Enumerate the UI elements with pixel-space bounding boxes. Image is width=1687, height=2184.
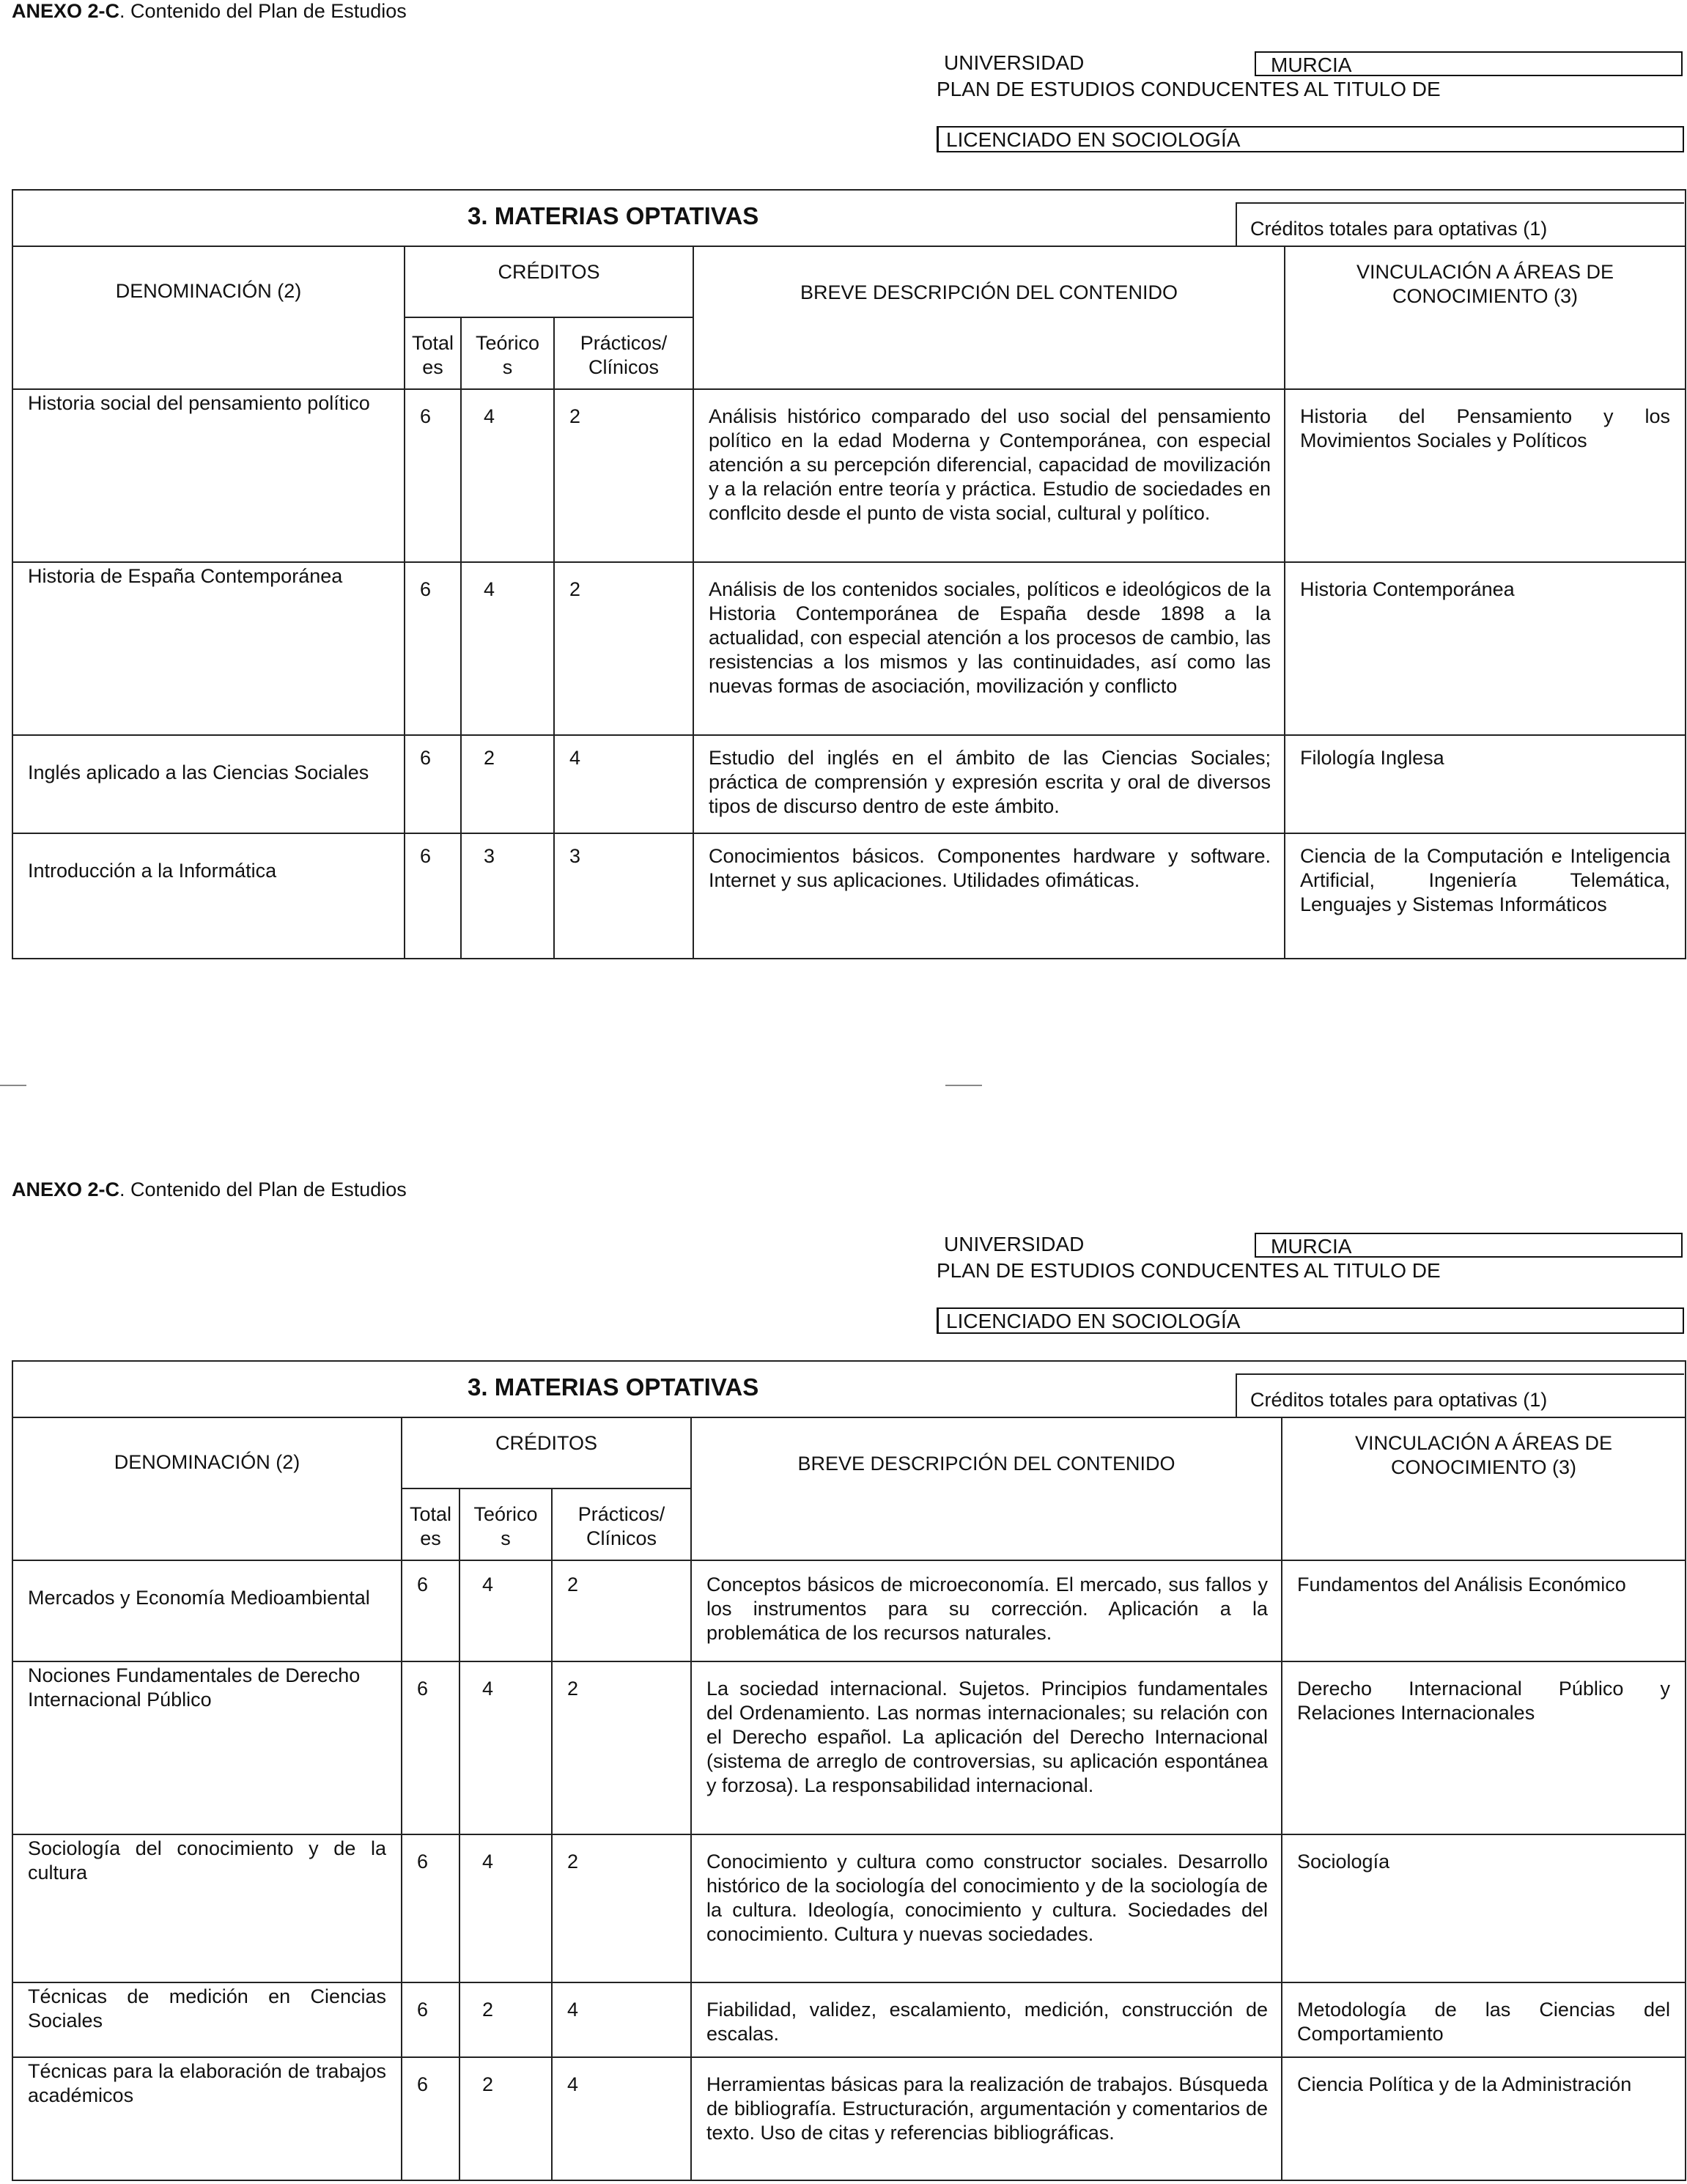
subheader-totales-line2: es — [420, 1527, 441, 1549]
row-name: Mercados y Economía Medioambiental — [12, 1560, 402, 1661]
optativas-table — [12, 189, 1686, 959]
header-vinculacion-line2: CONOCIMIENTO (3) — [1392, 285, 1579, 307]
header-denominacion — [12, 246, 405, 389]
row-total: 6 — [405, 735, 461, 833]
row-area: Ciencia Política y de la Administración — [1282, 2057, 1686, 2180]
header-vinculacion — [1285, 246, 1686, 389]
row-area: Ciencia de la Computación e Inteligencia Artificial, Ingeniería Telemática, Lenguajes y Sistemas Informáticos — [1285, 833, 1686, 959]
row-practicos: 2 — [552, 1560, 691, 1661]
header-descripcion — [691, 1417, 1282, 1560]
title-row — [12, 1361, 1686, 1417]
row-description: Conceptos básicos de microeconomía. El mercado, sus fallos y los instrumentos para su corrección. Aplicación a la problemática de los recursos naturales. — [691, 1560, 1282, 1661]
annex-heading — [12, 0, 407, 23]
header-descripcion — [693, 246, 1285, 389]
table-row — [12, 562, 1686, 735]
row-name: Técnicas para la elaboración de trabajos académicos — [12, 2057, 402, 2180]
subheader-teoricos-line1: Teórico — [473, 1503, 538, 1525]
row-area: Metodología de las Ciencias del Comportamiento — [1282, 1982, 1686, 2057]
table-row — [12, 1661, 1686, 1834]
subheader-practicos-line1: Prácticos/ — [580, 332, 668, 354]
header-vinculacion — [1282, 1417, 1686, 1560]
annex-text: . Contenido del Plan de Estudios — [119, 1178, 407, 1200]
row-name: Inglés aplicado a las Ciencias Sociales — [12, 735, 405, 833]
university-label: UNIVERSIDAD — [944, 51, 1085, 74]
row-teoricos: 4 — [459, 1661, 552, 1834]
row-practicos: 2 — [552, 1834, 691, 1982]
table-row — [12, 833, 1686, 959]
subheader-practicos — [552, 1488, 691, 1560]
row-practicos: 2 — [554, 389, 693, 562]
degree-box: LICENCIADO EN SOCIOLOGÍA — [937, 1307, 1684, 1334]
row-description: Fiabilidad, validez, escalamiento, medición, construcción de escalas. — [691, 1982, 1282, 2057]
row-total: 6 — [402, 1834, 459, 1982]
university-box: MURCIA — [1255, 51, 1683, 76]
degree-box: LICENCIADO EN SOCIOLOGÍA — [937, 126, 1684, 152]
row-description: Conocimientos básicos. Componentes hardware y software. Internet y sus aplicaciones. Utilidades ofimáticas. — [693, 833, 1285, 959]
row-name: Técnicas de medición en Ciencias Sociales — [12, 1982, 402, 2057]
annex-code: ANEXO 2-C — [12, 0, 120, 22]
row-teoricos: 3 — [461, 833, 554, 959]
row-teoricos: 4 — [459, 1834, 552, 1982]
annex-heading — [12, 1178, 407, 1201]
subheader-practicos-line2: Clínicos — [586, 1527, 657, 1549]
row-name: Historia de España Contemporánea — [12, 562, 405, 735]
row-teoricos: 2 — [459, 1982, 552, 2057]
table-row — [12, 1834, 1686, 1982]
row-practicos: 4 — [552, 1982, 691, 2057]
row-description: La sociedad internacional. Sujetos. Principios fundamentales del Ordenamiento. Las normas internacionales; su relación con el Derecho español. La aplicación del Derecho Internacional (sistema de arreglo de controversias, su aplicación espontánea y forzosa). La responsabilidad internacional. — [691, 1661, 1282, 1834]
university-label: UNIVERSIDAD — [944, 1233, 1085, 1255]
subheader-totales-line2: es — [422, 356, 443, 378]
row-practicos: 2 — [552, 1661, 691, 1834]
row-practicos: 3 — [554, 833, 693, 959]
table-row — [12, 1982, 1686, 2057]
page-2 — [0, 1167, 1687, 2184]
subheader-teoricos-line1: Teórico — [475, 332, 540, 354]
subheader-practicos-line2: Clínicos — [588, 356, 660, 378]
row-name: Nociones Fundamentales de Derecho Internacional Público — [12, 1661, 402, 1834]
header-descripcion-text: BREVE DESCRIPCIÓN DEL CONTENIDO — [800, 281, 1178, 303]
header-descripcion-text: BREVE DESCRIPCIÓN DEL CONTENIDO — [797, 1453, 1175, 1475]
row-description: Análisis de los contenidos sociales, políticos e ideológicos de la Historia Contemporánea de España desde 1898 a la actualidad, con especial atención a los procesos de cambio, las resistencias a los mismos y las continuidades, así como las nuevas formas de asociación, movilización y conflicto — [693, 562, 1285, 735]
row-total: 6 — [402, 2057, 459, 2180]
row-total: 6 — [405, 562, 461, 735]
annex-text: . Contenido del Plan de Estudios — [119, 0, 407, 22]
row-name: Sociología del conocimiento y de la cultura — [12, 1834, 402, 1982]
scan-mark — [945, 1085, 982, 1086]
credits-total-label: Créditos totales para optativas (1) — [1250, 218, 1548, 240]
row-description: Estudio del inglés en el ámbito de las Ciencias Sociales; práctica de comprensión y expresión escrita y oral de diversos tipos de discurso dentro de este ámbito. — [693, 735, 1285, 833]
row-teoricos: 4 — [461, 389, 554, 562]
header-creditos-text: CRÉDITOS — [495, 1432, 598, 1454]
optativas-table — [12, 1360, 1686, 2181]
row-practicos: 2 — [554, 562, 693, 735]
row-teoricos: 2 — [459, 2057, 552, 2180]
subheader-practicos — [554, 317, 693, 389]
header-creditos — [405, 246, 693, 317]
table-title: 3. MATERIAS OPTATIVAS — [468, 202, 759, 229]
credits-total-box — [1236, 1373, 1684, 1417]
row-name: Introducción a la Informática — [12, 833, 405, 959]
header-vinculacion-line2: CONOCIMIENTO (3) — [1391, 1456, 1577, 1478]
subheader-teoricos-line2: s — [502, 356, 513, 378]
page-1 — [0, 0, 1687, 1026]
table-row — [12, 1560, 1686, 1661]
row-total: 6 — [405, 389, 461, 562]
header-denominacion-text: DENOMINACIÓN (2) — [115, 280, 302, 302]
subheader-totales-line1: Total — [409, 1503, 452, 1525]
row-description: Herramientas básicas para la realización de trabajos. Búsqueda de bibliografía. Estructuración, argumentación y comentarios de texto. Uso de citas y referencias bibliográficas. — [691, 2057, 1282, 2180]
header-vinculacion-line1: VINCULACIÓN A ÁREAS DE — [1356, 261, 1614, 283]
row-total: 6 — [402, 1982, 459, 2057]
header-vinculacion-line1: VINCULACIÓN A ÁREAS DE — [1354, 1432, 1613, 1454]
row-area: Fundamentos del Análisis Económico — [1282, 1560, 1686, 1661]
subheader-totales — [402, 1488, 459, 1560]
table-title: 3. MATERIAS OPTATIVAS — [468, 1373, 759, 1401]
plan-label: PLAN DE ESTUDIOS CONDUCENTES AL TITULO DE — [937, 78, 1441, 100]
row-teoricos: 4 — [461, 562, 554, 735]
row-area: Filología Inglesa — [1285, 735, 1686, 833]
subheader-totales — [405, 317, 461, 389]
row-area: Historia del Pensamiento y los Movimientos Sociales y Políticos — [1285, 389, 1686, 562]
table-row — [12, 389, 1686, 562]
credits-total-label: Créditos totales para optativas (1) — [1250, 1389, 1548, 1411]
scan-mark — [0, 1085, 26, 1086]
subheader-practicos-line1: Prácticos/ — [577, 1503, 665, 1525]
row-teoricos: 2 — [461, 735, 554, 833]
row-name: Historia social del pensamiento político — [12, 389, 405, 562]
row-practicos: 4 — [554, 735, 693, 833]
table-row — [12, 735, 1686, 833]
title-row — [12, 190, 1686, 246]
row-total: 6 — [402, 1560, 459, 1661]
credits-total-box — [1236, 202, 1684, 246]
subheader-totales-line1: Total — [411, 332, 454, 354]
row-area: Historia Contemporánea — [1285, 562, 1686, 735]
row-description: Conocimiento y cultura como constructor sociales. Desarrollo histórico de la sociología del conocimiento y de la sociología de la cultura. Ideología, conocimiento y cultura. Sociedades del conocimiento. Cultura y nuevas sociedades. — [691, 1834, 1282, 1982]
row-total: 6 — [405, 833, 461, 959]
row-description: Análisis histórico comparado del uso social del pensamiento político en la edad Moderna y Contemporánea, con especial atención a su percepción diferencial, capacidad de movilización y a la relación entre teoría y práctica. Estudio de sociedades en conflcito desde el punto de vista social, cultural y político. — [693, 389, 1285, 562]
subheader-teoricos-line2: s — [501, 1527, 511, 1549]
header-denominacion — [12, 1417, 402, 1560]
annex-code: ANEXO 2-C — [12, 1178, 120, 1200]
row-total: 6 — [402, 1661, 459, 1834]
header-creditos-text: CRÉDITOS — [498, 261, 600, 283]
row-area: Sociología — [1282, 1834, 1686, 1982]
row-area: Derecho Internacional Público y Relaciones Internacionales — [1282, 1661, 1686, 1834]
subheader-teoricos — [459, 1488, 552, 1560]
plan-label: PLAN DE ESTUDIOS CONDUCENTES AL TITULO DE — [937, 1259, 1441, 1282]
university-box: MURCIA — [1255, 1233, 1683, 1258]
row-teoricos: 4 — [459, 1560, 552, 1661]
row-practicos: 4 — [552, 2057, 691, 2180]
subheader-teoricos — [461, 317, 554, 389]
header-denominacion-text: DENOMINACIÓN (2) — [114, 1451, 300, 1473]
header-creditos — [402, 1417, 691, 1488]
table-row — [12, 2057, 1686, 2180]
